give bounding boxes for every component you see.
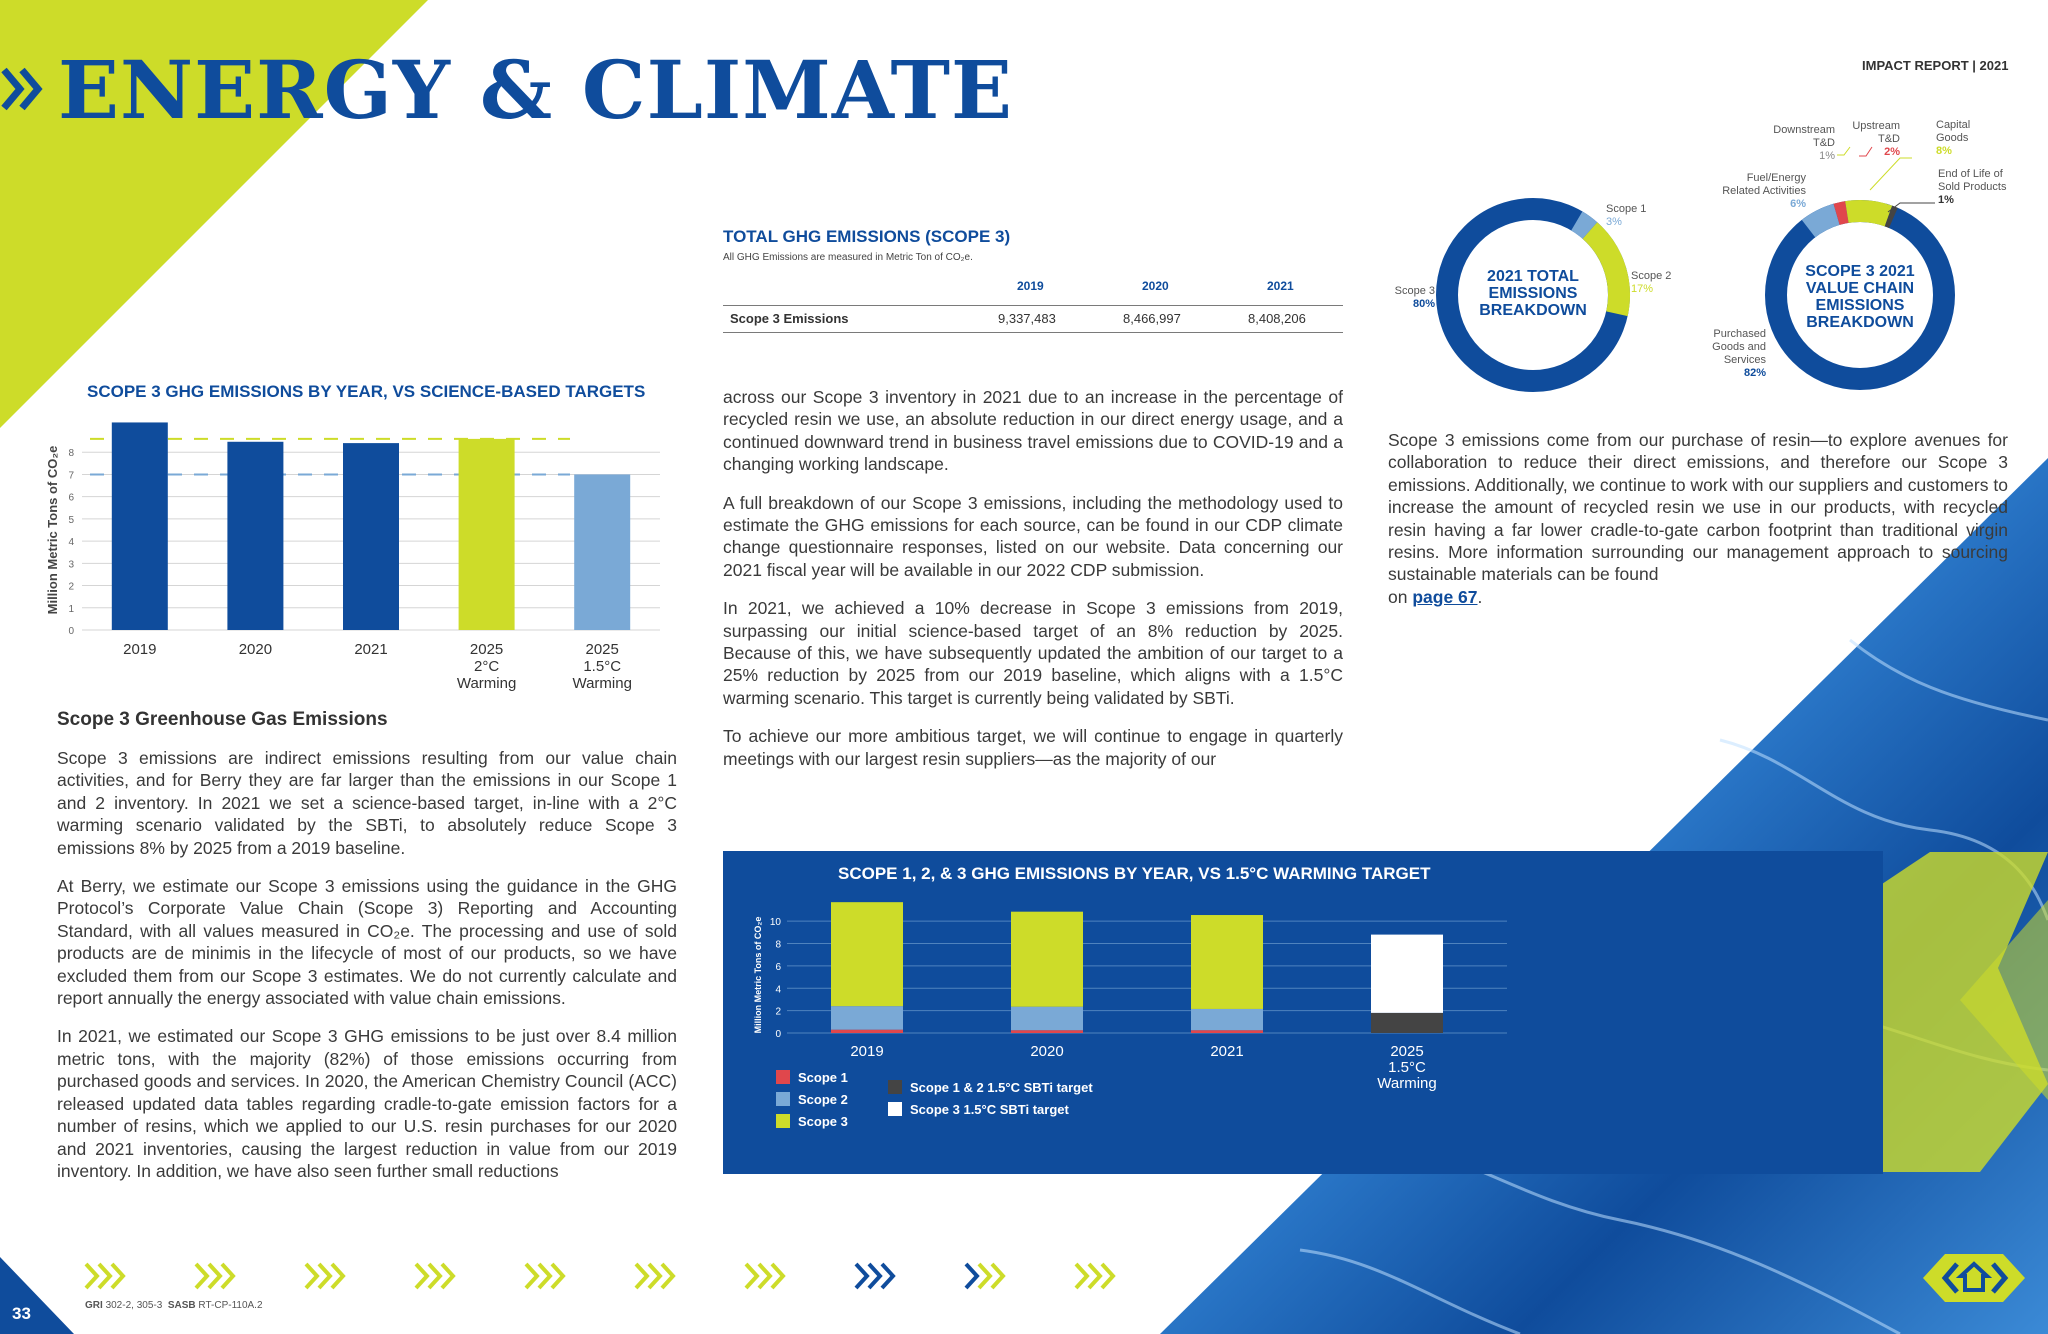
legend-item-scope1 xyxy=(776,1066,848,1088)
chevron-icon xyxy=(746,1264,783,1288)
x-tick-label: 2025 xyxy=(585,641,619,658)
chevron-stroke xyxy=(332,1264,343,1288)
x-tick-label: 2020 xyxy=(238,641,273,658)
y-tick-label: 0 xyxy=(68,626,74,637)
middle-paragraph-3: In 2021, we achieved a 10% decrease in Scope 3 emissions from 2019, surpassing our initial science-based target of an 8% reduction by 2025. Because of this, we have subsequently updated the ambition of our target to a 25% reduction by 2025 from our 2019 baseline, which aligns with a 1.5°C warming scenario. This target is currently being validated by SBTi. xyxy=(723,598,1343,708)
table-cell-2021: 8,408,206 xyxy=(1248,311,1306,326)
eol-line1: End of Life of xyxy=(1938,168,2003,180)
scope2-pct: 17% xyxy=(1631,283,1654,295)
bar-segment xyxy=(1191,1030,1263,1033)
chevron-icon xyxy=(196,1264,233,1288)
scope3-label-text: Scope 3 xyxy=(1394,285,1435,297)
bar-segment xyxy=(1011,1030,1083,1033)
chevron-stroke xyxy=(86,1264,97,1288)
chevron-icon xyxy=(416,1264,453,1288)
y-tick-label: 2 xyxy=(68,581,74,593)
chevron-icon xyxy=(86,1264,123,1288)
fuel-line1: Fuel/Energy xyxy=(1746,172,1806,184)
y-axis-label: Million Metric Tons of CO₂e xyxy=(753,916,763,1034)
chevron-icon xyxy=(636,1264,673,1288)
eol-label xyxy=(1938,168,2006,207)
y-tick-label: 1 xyxy=(68,603,74,615)
x-tick-label: 2025 xyxy=(1390,1043,1424,1060)
y-tick-label: 8 xyxy=(68,448,74,460)
legend-label-scope3-target: Scope 3 1.5°C SBTi target xyxy=(910,1101,1069,1117)
y-tick-label: 2 xyxy=(775,1006,781,1018)
chevron-stroke xyxy=(539,1264,550,1288)
downstream-label xyxy=(1755,124,1835,163)
scope1-label xyxy=(1606,203,1646,229)
downstream-pct: 1% xyxy=(1819,150,1835,162)
purchased-line3: Services xyxy=(1723,354,1766,366)
chevron-stroke xyxy=(196,1264,207,1288)
chevron-stroke xyxy=(306,1264,317,1288)
table-cell-2019: 9,337,483 xyxy=(998,311,1056,326)
chevron-stroke xyxy=(526,1264,537,1288)
scope2-label xyxy=(1631,270,1671,296)
legend-label-scope12-target: Scope 1 & 2 1.5°C SBTi target xyxy=(910,1079,1093,1095)
right-paragraph: Scope 3 emissions come from our purchase of resin—to explore avenues for collaboration to reduce their direct emissions, and therefore our Scope 3 emissions. Additionally, we continue to work with our suppliers and customers to increase the amount of recycled resin we use in our products, with recycled resin having a far lower cradle-to-gate carbon footprint than traditional virgin resins. More information surrounding our management approach to sourcing sustainable materials can be found xyxy=(1388,430,2008,585)
chevron-stroke xyxy=(112,1264,123,1288)
chevron-stroke xyxy=(552,1264,563,1288)
x-tick-label: 1.5°C xyxy=(583,658,622,675)
fuel-pct: 6% xyxy=(1790,198,1806,210)
bar-segment xyxy=(831,1030,903,1033)
chevron-stroke xyxy=(416,1264,427,1288)
purchased-pct: 82% xyxy=(1743,367,1766,379)
x-tick-label: 2°C xyxy=(474,658,500,675)
bar-segment xyxy=(1011,1007,1083,1030)
chevron-stroke xyxy=(1076,1264,1087,1288)
chevron-stroke xyxy=(759,1264,770,1288)
legend-swatch-scope2 xyxy=(776,1092,790,1106)
x-tick-label: Warming xyxy=(1377,1075,1437,1092)
bar-segment xyxy=(1191,915,1263,1009)
legend-item-scope2 xyxy=(776,1088,848,1110)
left-body-text xyxy=(57,747,677,1198)
legend-label-scope3: Scope 3 xyxy=(798,1113,848,1129)
scope2-label-text: Scope 2 xyxy=(1631,270,1672,282)
table-cell-2020: 8,466,997 xyxy=(1123,311,1181,326)
legend-swatch-scope1 xyxy=(776,1070,790,1084)
y-tick-label: 4 xyxy=(775,984,781,996)
bar xyxy=(574,474,630,630)
footer-codes xyxy=(85,1300,263,1311)
bar-segment xyxy=(831,1006,903,1029)
total-donut-center-line1: 2021 TOTAL xyxy=(1487,268,1579,285)
footer-gri-label: GRI xyxy=(85,1300,103,1311)
bar xyxy=(459,439,515,630)
chart-legend-left xyxy=(776,1066,848,1132)
total-donut-center-line3: BREAKDOWN xyxy=(1479,302,1587,319)
home-button[interactable] xyxy=(1917,1252,2027,1304)
scope1-pct: 3% xyxy=(1606,216,1622,228)
x-tick-label: Warming xyxy=(572,675,632,692)
left-paragraph-3: In 2021, we estimated our Scope 3 GHG emissions to be just over 8.4 million metric tons, with the majority (82%) of those emissions occurring from purchased goods and services. In 2020, the American Chemistry Council (ACC) released updated data tables regarding cradle-to-gate emission factors for a number of resins, which we applied to our U.S. resin purchases for our 2020 and 2021 inventories, causing the largest reduction in value from our 2019 inventory. In addition, we have also seen further small reductions xyxy=(57,1026,677,1181)
page-67-link[interactable]: page 67 xyxy=(1412,586,1478,607)
chevron-stroke xyxy=(222,1264,233,1288)
table-header-row xyxy=(723,275,1343,307)
chevron-stroke xyxy=(882,1264,893,1288)
scope3-chart-title: SCOPE 3 GHG EMISSIONS BY YEAR, VS SCIENCE-BASED TARGETS xyxy=(87,382,646,401)
chevron-stroke xyxy=(992,1264,1003,1288)
capital-label xyxy=(1936,119,1970,158)
x-tick-label: 1.5°C xyxy=(1388,1059,1426,1076)
middle-paragraph-1: across our Scope 3 inventory in 2021 due to an increase in the percentage of recycled resin we use, an absolute reduction in our direct energy usage, and a continued downward trend in business travel emissions due to COVID-19 and a changing working landscape. xyxy=(723,387,1343,475)
chevron-stroke xyxy=(442,1264,453,1288)
bar-segment xyxy=(1371,935,1443,1013)
footer-sasb-codes: RT-CP-110A.2 xyxy=(198,1300,263,1311)
table-year-2020: 2020 xyxy=(1142,279,1169,293)
downstream-line1: Downstream xyxy=(1773,124,1835,136)
bar xyxy=(227,442,283,630)
legend-label-scope2: Scope 2 xyxy=(798,1091,848,1107)
page-title: ENERGY & CLIMATE xyxy=(58,43,1014,137)
legend-item-scope3-target xyxy=(888,1098,1093,1120)
purchased-line1: Purchased xyxy=(1713,328,1766,340)
table-row xyxy=(723,305,1343,333)
ghg-table-title: TOTAL GHG EMISSIONS (SCOPE 3) xyxy=(723,227,1011,246)
capital-line2: Goods xyxy=(1936,132,1969,144)
value-chain-center-line2: VALUE CHAIN xyxy=(1805,280,1915,297)
capital-pct: 8% xyxy=(1936,145,1952,157)
scope3-pct: 80% xyxy=(1412,298,1435,310)
report-label: IMPACT REPORT | 2021 xyxy=(1862,58,2009,73)
chevron-icon xyxy=(526,1264,563,1288)
upstream-label xyxy=(1830,120,1900,159)
y-tick-label: 7 xyxy=(68,470,74,482)
chevron-stroke xyxy=(966,1264,977,1288)
legend-item-scope3 xyxy=(776,1110,848,1132)
home-icon xyxy=(1917,1252,2027,1304)
right-link-suffix: . xyxy=(1477,586,1483,607)
chevron-stroke xyxy=(856,1264,867,1288)
left-paragraph-1: Scope 3 emissions are indirect emissions resulting from our value chain activities, and for Berry they are far larger than the emissions in our Scope 1 and 2 inventory. In 2021 we set a science-based target, in-line with a 2°C warming scenario validated by the SBTi, to absolutely reduce Scope 3 emissions 8% by 2025 from a 2019 baseline. xyxy=(57,748,677,858)
fuel-label xyxy=(1700,172,1806,211)
value-chain-center-line3: EMISSIONS xyxy=(1815,297,1905,314)
y-tick-label: 6 xyxy=(68,492,74,504)
upstream-pct: 2% xyxy=(1884,146,1900,158)
page-number: 33 xyxy=(12,1304,31,1323)
legend-swatch-scope3-target xyxy=(888,1102,902,1116)
ghg-table-note: All GHG Emissions are measured in Metric Ton of CO₂e. xyxy=(723,252,973,263)
x-tick-label: 2025 xyxy=(469,641,504,658)
chevron-icon xyxy=(856,1264,893,1288)
eol-pct: 1% xyxy=(1938,194,1954,206)
chevron-stroke xyxy=(869,1264,880,1288)
upstream-line1: Upstream xyxy=(1852,120,1900,132)
chevron-stroke xyxy=(429,1264,440,1288)
x-tick-label: 2021 xyxy=(354,641,388,658)
legend-swatch-scope12-target xyxy=(888,1080,902,1094)
chevron-stroke xyxy=(99,1264,110,1288)
ghg-table xyxy=(723,275,1343,333)
footer-sasb-label: SASB xyxy=(167,1300,196,1311)
middle-paragraph-4: To achieve our more ambitious target, we will continue to engage in quarterly meetings with our largest resin suppliers—as the majority of our xyxy=(723,726,1343,769)
middle-body-text xyxy=(723,386,1343,786)
value-chain-center-line4: BREAKDOWN xyxy=(1806,314,1914,331)
y-tick-label: 5 xyxy=(68,514,74,526)
y-tick-label: 6 xyxy=(775,961,781,973)
bar-segment xyxy=(831,902,903,1006)
bar xyxy=(343,443,399,630)
scope123-chart-title: SCOPE 1, 2, & 3 GHG EMISSIONS BY YEAR, VS 1.5°C WARMING TARGET xyxy=(838,864,1431,883)
chevron-stroke xyxy=(319,1264,330,1288)
y-tick-label: 4 xyxy=(68,537,74,549)
chevron-stroke xyxy=(636,1264,647,1288)
chevron-double-icon xyxy=(0,64,50,114)
middle-paragraph-2: A full breakdown of our Scope 3 emissions, including the methodology used to estimate the GHG emissions for each source, can be found in our CDP climate change questionnaire responses, listed on our website. Data concerning our 2021 fiscal year will be available in our 2022 CDP submission. xyxy=(723,492,1343,580)
purchased-line2: Goods and xyxy=(1712,341,1766,353)
chevron-stroke xyxy=(746,1264,757,1288)
x-tick-label: Warming xyxy=(456,675,517,692)
chevron-progress-row xyxy=(84,1260,1124,1292)
legend-swatch-scope3 xyxy=(776,1114,790,1128)
upstream-line2: T&D xyxy=(1878,133,1900,145)
chevron-stroke xyxy=(1089,1264,1100,1288)
legend-item-scope12-target xyxy=(888,1076,1093,1098)
scope3-subhead: Scope 3 Greenhouse Gas Emissions xyxy=(57,709,388,730)
fuel-line2: Related Activities xyxy=(1722,185,1806,197)
left-paragraph-2: At Berry, we estimate our Scope 3 emissions using the guidance in the GHG Protocol’s Corporate Value Chain (Scope 3) Reporting and Accounting Standard, with all values measured in CO₂e. The processing and use of sold products are de minimis in the lifecycle of most of our products, so we have excluded them from our Scope 3 estimates. We do not currently calculate and report annually the energy associated with value chain emissions. xyxy=(57,876,677,1009)
x-tick-label: 2020 xyxy=(1030,1043,1064,1060)
value-chain-center-line1: SCOPE 3 2021 xyxy=(1805,263,1915,280)
chevron-stroke xyxy=(1102,1264,1113,1288)
chevron-stroke xyxy=(649,1264,660,1288)
purchased-label xyxy=(1688,328,1766,380)
bar xyxy=(112,422,168,630)
chevron-icon xyxy=(306,1264,343,1288)
scope3-label xyxy=(1385,285,1435,311)
bar-segment xyxy=(1191,1009,1263,1030)
right-body-text xyxy=(1388,429,2008,608)
y-axis-label: Million Metric Tons of CO₂e xyxy=(45,445,60,615)
eol-line2: Sold Products xyxy=(1938,181,2007,193)
y-tick-label: 0 xyxy=(775,1029,781,1040)
chevron-stroke xyxy=(772,1264,783,1288)
total-donut-center-line2: EMISSIONS xyxy=(1488,285,1578,302)
table-year-2021: 2021 xyxy=(1267,279,1294,293)
y-tick-label: 10 xyxy=(769,917,781,929)
legend-label-scope1: Scope 1 xyxy=(798,1069,848,1085)
scope1-label-text: Scope 1 xyxy=(1606,203,1647,215)
table-row-label: Scope 3 Emissions xyxy=(730,311,849,326)
bar-segment xyxy=(1011,912,1083,1007)
downstream-line2: T&D xyxy=(1813,137,1835,149)
y-tick-label: 8 xyxy=(775,939,781,951)
footer-gri-codes: 302-2, 305-3 xyxy=(105,1300,163,1311)
y-tick-label: 3 xyxy=(68,559,74,571)
scope123-stacked-bar-chart xyxy=(745,895,1535,1095)
chart-legend-right xyxy=(888,1076,1093,1120)
x-tick-label: 2019 xyxy=(123,641,157,658)
x-tick-label: 2021 xyxy=(1210,1043,1244,1060)
table-year-2019: 2019 xyxy=(1017,279,1044,293)
chevron-stroke xyxy=(209,1264,220,1288)
chevron-icon xyxy=(1076,1264,1113,1288)
scope3-bar-chart xyxy=(40,415,680,695)
chevron-stroke xyxy=(979,1264,990,1288)
chevron-stroke xyxy=(662,1264,673,1288)
value-chain-donut-center xyxy=(1780,263,1940,331)
x-tick-label: 2019 xyxy=(850,1043,884,1060)
bar-segment xyxy=(1371,1013,1443,1033)
chevron-icon xyxy=(966,1264,1003,1288)
total-donut-center xyxy=(1453,268,1613,319)
right-link-prefix: on xyxy=(1388,586,1413,607)
capital-line1: Capital xyxy=(1936,119,1971,131)
